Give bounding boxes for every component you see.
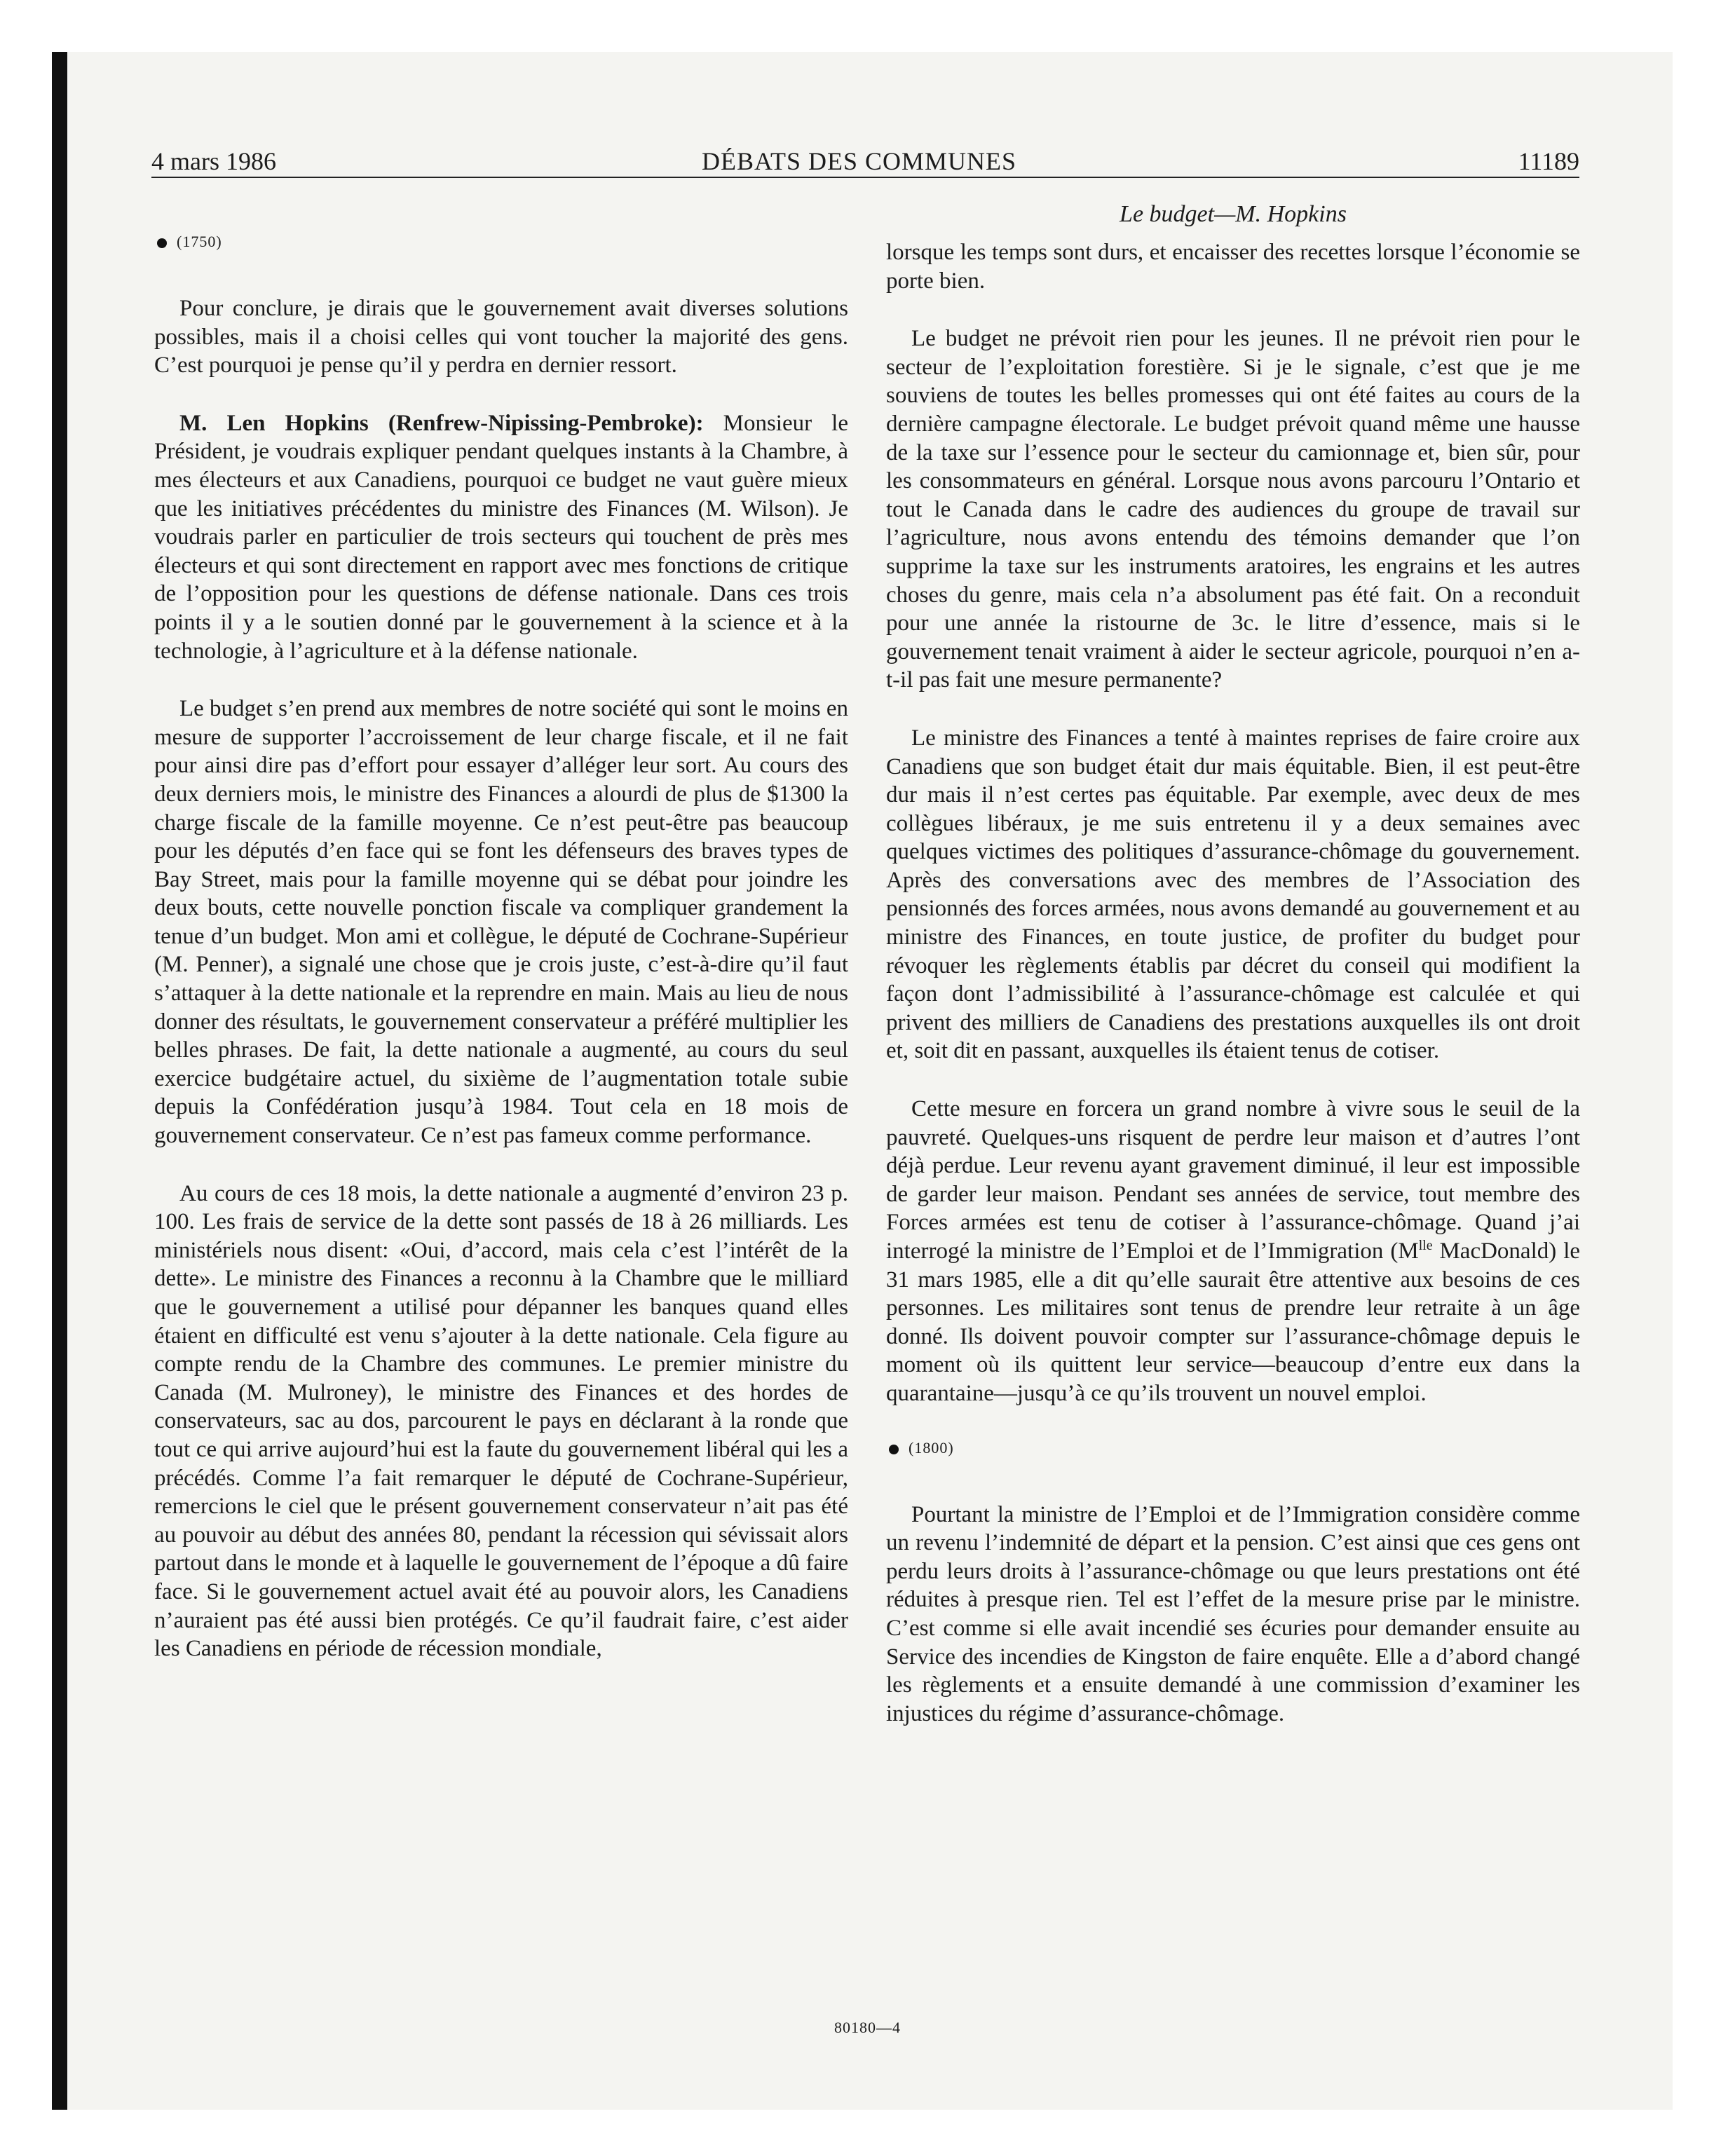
paragraph: lorsque les temps sont durs, et encaisser des recettes lorsque l’économie se porte bien.	[886, 240, 1580, 294]
paragraph: Pour conclure, je dirais que le gouvernement avait diverses solutions possibles, mais il a choisi celles qui vont toucher la majorité des gens. C’est pourquoi je pense qu’il y perdra en dernier ressort.	[154, 296, 848, 378]
left-column	[154, 231, 848, 1693]
speech-text: MacDonald) le 31 mars 1985, elle a dit qu’elle saurait être attentive aux besoins de ces personnes. Les militaires sont tenus de prendre leur retraite à un âge donné. Ils doivent pouvoir compter sur l’assurance-chômage depuis le moment où ils quittent leur service—beaucoup d’entre eux dans la quarantaine—jusqu’à ce qu’ils trouvent un nouvel emploi.	[886, 1239, 1581, 1406]
right-column	[886, 238, 1580, 1757]
time-marker-label: (1750)	[177, 233, 222, 250]
bullet-icon	[889, 1445, 899, 1454]
paragraph	[886, 1095, 1580, 1408]
time-marker-label: (1800)	[909, 1438, 954, 1456]
paragraph: Le budget s’en prend aux membres de notre société qui sont le moins en mesure de supporter l’accroissement de leur charge fiscale, et il ne fait pour ainsi dire pas d’effort pour essayer d’alléger leur sort. Au cours des deux derniers mois, le ministre des Finances a alourdi de plus de $1300 la charge fiscale de la famille moyenne. Ce n’est peut-être pas beaucoup pour les députés d’en face qui se font les défenseurs des braves types de Bay Street, mais pour la famille moyenne qui se débat pour joindre les deux bouts, cette nouvelle ponction fiscale va compliquer grandement la tenue d’un budget. Mon ami et collègue, le député de Cochrane-Supérieur (M. Penner), a signalé une chose que je crois juste, c’est-à-dire qu’il faut s’attaquer à la dette nationale et la reprendre en main. Mais au lieu de nous donner des résultats, le gouvernement conservateur a préféré multiplier les belles phrases. De fait, la dette nationale a augmenté, au cours du seul exercice budgétaire actuel, du sixième de l’augmentation totale subie depuis la Confédération jusqu’à 1984. Tout cela en 18 mois de gouvernement conservateur. Ce n’est pas fameux comme performance.	[154, 696, 848, 1149]
paragraph: Le ministre des Finances a tenté à maintes reprises de faire croire aux Canadiens que son budget était dur mais équitable. Bien, il est peut-être dur mais il n’est certes pas équitable. Par exemple, avec deux de mes collègues libéraux, je me suis entretenu il y a deux semaines avec quelques victimes des politiques d’assurance-chômage du gouvernement. Après des conversations avec des membres de l’Association des pensionnés des forces armées, nous avons demandé au gouvernement et au ministre des Finances, en toute justice, de profiter du budget pour révoquer les règlements établis par décret du conseil qui modifient la façon dont l’admissibilité à l’assurance-chômage est calculée et qui privent des milliers de Canadiens des prestations auxquelles ils ont droit et, soit dit en passant, auxquelles ils étaient tenus de cotiser.	[886, 725, 1580, 1064]
speech-text: Cette mesure en forcera un grand nombre à vivre sous le seuil de la pauvreté. Quelques-uns risquent de perdre leur maison et d’autres l’ont déjà perdue. Leur revenu ayant gravement diminué, il leur est impossible de garder leur maison. Pendant ses années de service, tout membre des Forces armées est tenu de cotiser à l’assurance-chômage. Quand j’ai interrogé la ministre de l’Emploi et de l’Immigration (M	[886, 1096, 1580, 1264]
paragraph	[154, 409, 848, 665]
header-title: DÉBATS DES COMMUNES	[701, 147, 1017, 175]
bullet-icon	[157, 238, 167, 248]
header-rule	[151, 177, 1579, 178]
paragraph: Le budget ne prévoit rien pour les jeunes. Il ne prévoit rien pour le secteur de l’exploitation forestière. Si je le signale, c’est que je me souviens de toutes les belles promesses qui ont été faites au cours de la dernière campagne électorale. Le budget prévoit quand même une hausse de la taxe sur l’essence pour le secteur du camionnage et, bien sûr, pour les consommateurs en général. Lorsque nous avons parcouru l’Ontario et tout le Canada dans le cadre des audiences du groupe de travail sur l’agriculture, nous avons entendu des témoins demander que l’on supprime la taxe sur les instruments aratoires, les engrains et les autres choses du genre, mais cela n’a absolument pas été fait. On a reconduit pour une année la ristourne de 3c. le litre d’essence, mais si le gouvernement tenait vraiment à aider le secteur agricole, pourquoi n’en a-t-il pas fait une mesure permanente?	[886, 326, 1580, 693]
scan-edge-bar	[52, 52, 67, 2110]
time-marker	[889, 1438, 1580, 1459]
speaker-name: M. Len Hopkins (Renfrew-Nipissing-Pembroke):	[179, 410, 704, 436]
paragraph: Pourtant la ministre de l’Emploi et de l’Immigration considère comme un revenu l’indemnité de départ et la pension. C’est ainsi que ces gens ont perdu leurs droits à l’assurance-chômage ou que leurs prestations ont été réduites à presque rien. Tel est l’effet de la mesure prise par le ministre. C’est comme si elle avait incendié ses écuries pour demander ensuite au Service des incendies de Kingston de faire enquête. Elle a d’abord changé les règlements et a ensuite demandé à une commission d’examiner les injustices du régime d’assurance-chômage.	[886, 1501, 1580, 1726]
time-marker	[157, 231, 848, 252]
paragraph: Au cours de ces 18 mois, la dette nationale a augmenté d’environ 23 p. 100. Les frais de service de la dette sont passés de 18 à 26 milliards. Les ministériels nous disent: «Oui, d’accord, mais cela c’est l’intérêt de la dette». Le ministre des Finances a reconnu à la Chambre que le milliard que le gouvernement a utilisé pour dépanner les banques quand elles étaient en difficulté est venu s’ajouter à la dette nationale. Cela figure au compte rendu de la Chambre des communes. Le premier ministre du Canada (M. Mulroney), le ministre des Finances et des hordes de conservateurs, sac au dos, parcourent le pays en déclarant à la ronde que tout ce qui arrive aujourd’hui est la faute du gouvernement libéral qui les a précédés. Comme l’a fait remarquer le député de Cochrane-Supérieur, remercions le ciel que le présent gouvernement conservateur n’ait pas été au pouvoir au début des années 80, pendant la récession qui sévissait alors partout dans le monde et à laquelle le gouvernement de l’époque a dû faire face. Si le gouvernement actuel avait été au pouvoir alors, les Canadiens n’auraient pas été aussi bien protégés. Ce qu’il faudrait faire, c’est aider les Canadiens en période de récession mondiale,	[154, 1180, 848, 1662]
header-date: 4 mars 1986	[151, 147, 276, 175]
header-page-number: 11189	[1518, 147, 1579, 175]
superscript: lle	[1418, 1238, 1433, 1253]
speech-text: Monsieur le Président, je voudrais expliquer pendant quelques instants à la Chambre, à mes électeurs et aux Canadiens, pourquoi ce budget ne vaut guère mieux que les initiatives précédentes du ministre des Finances (M. Wilson). Je voudrais parler en particulier de trois secteurs qui touchent de près mes électeurs et qui sont directement en rapport avec mes fonctions de critique de l’opposition pour les questions de défense nationale. Dans ces trois points il y a le soutien donné par le gouvernement à la science et à la technologie, à l’agriculture et à la défense nationale.	[154, 410, 848, 664]
running-head: Le budget—M. Hopkins	[1120, 201, 1347, 227]
footer-code: 80180—4	[834, 2019, 901, 2036]
